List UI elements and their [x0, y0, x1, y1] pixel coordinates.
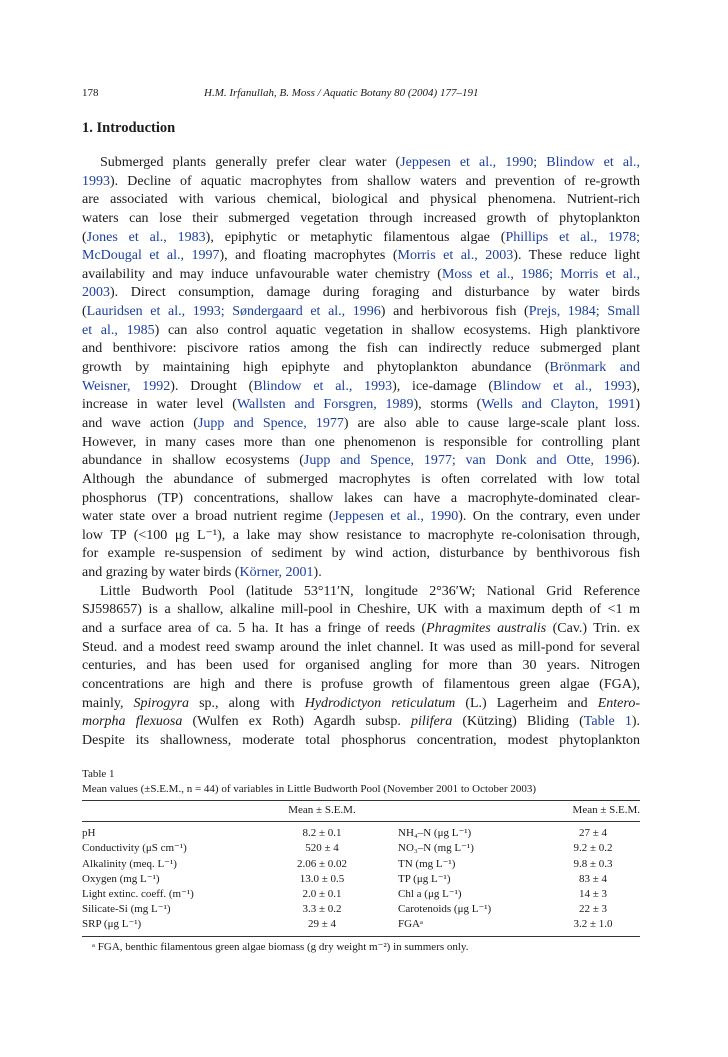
journal-citation: H.M. Irfanullah, B. Moss / Aquatic Botany 80 (2004) 177–191	[204, 87, 479, 99]
value-cell: 9.8 ± 0.3	[573, 857, 613, 870]
text-line	[82, 601, 640, 620]
table-label: Table 1	[82, 768, 115, 780]
value-cell: 9.2 ± 0.2	[573, 842, 613, 855]
variable-cell: Chl a (μg L⁻¹)	[398, 888, 462, 901]
text-run: for example re-suspension of sediment by wind action, disturbance by benthivorous fish	[82, 546, 640, 562]
table-bottom-rule	[82, 936, 640, 937]
text-run: and a surface area of ca. 5 ha. It has a fringe of reeds (	[82, 621, 427, 637]
text-run: (	[82, 304, 87, 320]
text-run: (Wulfen ex Roth) Agardh subsp.	[182, 714, 412, 730]
text-run: (L.) Lagerheim and	[455, 695, 598, 711]
value-cell: 8.2 ± 0.1	[302, 827, 342, 840]
text-run: Steud. and a modest reed swamp around the inlet channel. It was used as mill-pond for several	[82, 639, 640, 655]
citation-link[interactable]: et al., 1985	[82, 322, 155, 338]
citation-link[interactable]: Jeppesen et al., 1990	[333, 509, 459, 525]
variable-cell: TN (mg L⁻¹)	[398, 857, 456, 870]
text-run: ), epiphytic or metaphytic filamentous algae (	[205, 229, 506, 245]
text-line	[82, 620, 640, 639]
variable-cell: SRP (μg L⁻¹)	[82, 918, 142, 931]
citation-link[interactable]: Wells and Clayton, 1991	[481, 397, 636, 413]
variable-cell: NO₃–N (mg L⁻¹)	[398, 842, 474, 855]
text-line	[82, 545, 640, 564]
text-run: ). On the contrary, even under	[458, 509, 640, 525]
citation-link[interactable]: Prejs, 1984; Small	[528, 304, 640, 320]
value-cell: 83 ± 4	[578, 872, 608, 885]
text-line	[82, 434, 640, 453]
variable-cell: Conductivity (μS cm⁻¹)	[82, 842, 187, 855]
text-run: Submerged plants generally prefer clear water (	[100, 155, 401, 170]
text-run: abundance in shallow ecosystems (	[82, 453, 304, 469]
text-run: (	[82, 229, 87, 245]
text-run: ) are also able to cause large-scale plant loss.	[343, 415, 640, 431]
text-line	[82, 527, 640, 546]
citation-link[interactable]: 1993	[82, 173, 110, 189]
text-run: ). Decline of aquatic macrophytes from shallow waters and prevention of re-growth	[110, 173, 640, 189]
text-line	[82, 676, 640, 695]
citation-link[interactable]: Weisner, 1992	[82, 378, 171, 394]
variable-cell: Silicate-Si (mg L⁻¹)	[82, 903, 171, 916]
text-run: ). These reduce light	[513, 248, 641, 264]
text-run: Little Budworth Pool (latitude 53°11′N, longitude 2°36′W; National Grid Reference	[100, 583, 640, 599]
text-line	[82, 322, 640, 341]
text-run: growth by maintaining high epiphyte and phytoplankton abundance (	[82, 360, 550, 376]
header-cell	[82, 801, 252, 822]
value-cell: 2.0 ± 0.1	[302, 888, 342, 901]
text-run: increase in water level (	[82, 397, 237, 413]
table-row	[82, 872, 640, 887]
variable-cell: pH	[82, 827, 96, 840]
value-cell: 2.06 ± 0.02	[296, 857, 348, 870]
section-title: 1. Introduction	[82, 120, 176, 136]
text-line	[82, 173, 640, 192]
text-line	[82, 695, 640, 714]
citation-link[interactable]: 2003	[82, 285, 110, 301]
citation-link[interactable]: Jones et al., 1983	[86, 229, 206, 245]
text-line	[82, 452, 640, 471]
value-cell: 27 ± 4	[578, 827, 608, 840]
text-line	[82, 359, 640, 378]
text-run: ), ice-damage (	[392, 378, 494, 394]
text-line	[82, 396, 640, 415]
header-cell: Mean ± S.E.M.	[572, 804, 640, 816]
italic-text: morpha flexuosa	[82, 714, 183, 730]
italic-text: Hydrodictyon reticulatum	[304, 695, 456, 711]
citation-link[interactable]: Körner, 2001	[239, 565, 314, 581]
text-run: low TP (<100 μg L⁻¹), a lake may show resistance to macrophyte re-colonisation through,	[82, 527, 640, 543]
header-cell: Mean ± S.E.M.	[288, 804, 356, 816]
value-cell: 29 ± 4	[307, 918, 337, 931]
text-run: sp., along with	[189, 695, 305, 711]
citation-link[interactable]: Brönmark and	[549, 360, 641, 376]
text-run: ).	[631, 714, 640, 730]
text-run: and grazing by water birds (	[82, 565, 240, 581]
value-cell: 14 ± 3	[578, 888, 608, 901]
text-line	[82, 303, 640, 322]
value-cell: 3.2 ± 1.0	[573, 918, 613, 931]
variable-cell: NH₄–N (μg L⁻¹)	[398, 827, 472, 840]
table-footnote: ᵃ FGA, benthic filamentous green algae biomass (g dry weight m⁻²) in summers only.	[92, 940, 469, 953]
citation-link[interactable]: Jupp and Spence, 1977	[197, 415, 344, 431]
text-run: ), storms (	[413, 397, 482, 413]
variable-cell: Carotenoids (μg L⁻¹)	[398, 903, 492, 916]
text-line	[82, 639, 640, 658]
text-line	[82, 340, 640, 359]
citation-link[interactable]: Jupp and Spence, 1977; van Donk and Otte, 1996	[303, 453, 632, 469]
text-run: availability and may induce unfavourable water chemistry (	[82, 266, 442, 282]
text-run: centuries, and has been used for organised angling for more than 30 years. Nitrogen	[82, 658, 640, 674]
text-run: ), and floating macrophytes (	[219, 248, 398, 264]
text-line	[82, 732, 640, 751]
citation-link[interactable]: Lauridsen et al., 1993; Søndergaard et al., 1996	[86, 304, 381, 320]
citation-link[interactable]: Blindow et al., 1993	[253, 378, 393, 394]
text-run: and wave action (	[82, 415, 198, 431]
citation-link[interactable]: Jeppesen et al., 1990; Blindow et al.,	[400, 155, 640, 170]
text-run: (Cav.) Trin. ex	[546, 621, 640, 637]
table-row	[82, 887, 640, 902]
text-run: (Kützing) Bliding (	[452, 714, 584, 730]
text-run: ),	[631, 378, 640, 394]
text-line	[82, 266, 640, 285]
value-cell: 520 ± 4	[305, 842, 339, 855]
text-line	[82, 657, 640, 676]
italic-text: Phragmites australis	[426, 621, 547, 637]
page-number: 178	[82, 87, 99, 99]
text-line	[82, 154, 640, 173]
variable-cell: Light extinc. coeff. (m⁻¹)	[82, 888, 194, 901]
text-run: ). Drought (	[170, 378, 254, 394]
table-row	[82, 822, 640, 842]
citation-link[interactable]: Phillips et al., 1978;	[505, 229, 640, 245]
text-run: Although the abundance of submerged macrophytes is often correlated with low total	[82, 471, 640, 487]
text-line	[82, 583, 640, 602]
text-line	[82, 713, 640, 732]
value-cell: 13.0 ± 0.5	[299, 872, 345, 885]
citation-link[interactable]: Table 1	[583, 714, 632, 730]
citation-link[interactable]: Blindow et al., 1993	[493, 378, 632, 394]
value-cell: 22 ± 3	[578, 903, 608, 916]
text-run: )	[635, 397, 640, 413]
table-row	[82, 902, 640, 917]
text-run: mainly,	[82, 695, 134, 711]
text-run: waters can lose their submerged vegetation through increased growth of phytoplankton	[82, 210, 640, 226]
citation-link[interactable]: Moss et al., 1986; Morris et al.,	[441, 266, 640, 282]
header-cell	[392, 801, 546, 822]
text-run: phosphorus (TP) concentrations, shallow lakes can have a macrophyte-dominated clear-	[82, 490, 640, 506]
text-line	[82, 210, 640, 229]
citation-link[interactable]: McDougal et al., 1997	[82, 248, 220, 264]
table-header-row	[82, 801, 640, 822]
text-run: ). Direct consumption, damage during foraging and disturbance by water birds	[110, 285, 640, 301]
table-row	[82, 857, 640, 872]
data-table	[82, 801, 640, 936]
italic-text: pilifera	[411, 714, 453, 730]
value-cell: 3.3 ± 0.2	[302, 903, 342, 916]
body-text	[82, 154, 640, 751]
text-line	[82, 471, 640, 490]
variable-cell: Oxygen (mg L⁻¹)	[82, 872, 160, 885]
text-run: are associated with various chemical, biological and physical phenomena. Nutrient-rich	[82, 192, 640, 208]
text-line	[82, 490, 640, 509]
text-run: ).	[313, 565, 322, 581]
table-row	[82, 841, 640, 856]
text-run: Despite its shallowness, moderate total phosphorus concentration, modest phytoplankton	[82, 732, 640, 748]
text-line	[82, 191, 640, 210]
text-line	[82, 378, 640, 397]
variable-cell: TP (μg L⁻¹)	[398, 872, 451, 885]
text-run: ) can also control aquatic vegetation in shallow ecosystems. High planktivore	[154, 322, 640, 338]
citation-link[interactable]: Morris et al., 2003	[397, 248, 514, 264]
variable-cell: FGAᵃ	[398, 918, 424, 931]
variable-cell: Alkalinity (meq. L⁻¹)	[82, 857, 177, 870]
text-run: However, in many cases more than one phenomenon is responsible for controlling plant	[82, 434, 640, 450]
table-row	[82, 917, 640, 935]
text-line	[82, 508, 640, 527]
text-run: water state over a broad nutrient regime (	[82, 509, 334, 525]
text-run: concentrations are high and there is profuse growth of filamentous green algae (FGA),	[82, 676, 640, 692]
text-line	[82, 247, 640, 266]
text-run: ).	[631, 453, 640, 469]
table-1	[82, 767, 640, 953]
text-run: and benthivore: piscivore ratios among the fish can indirectly reduce submerged plant	[82, 341, 640, 357]
text-run: SJ598657) is a shallow, alkaline mill-pool in Cheshire, UK with a maximum depth of <1 m	[82, 602, 640, 618]
table-caption: Mean values (±S.E.M., n = 44) of variables in Little Budworth Pool (November 2001 to October 2003)	[82, 783, 536, 795]
text-line	[82, 564, 640, 583]
text-line	[82, 229, 640, 248]
italic-text: Spirogyra	[133, 695, 190, 711]
italic-text: Entero-	[597, 695, 640, 711]
text-line	[82, 415, 640, 434]
text-line	[82, 284, 640, 303]
text-run: ) and herbivorous fish (	[380, 304, 529, 320]
citation-link[interactable]: Wallsten and Forsgren, 1989	[236, 397, 414, 413]
